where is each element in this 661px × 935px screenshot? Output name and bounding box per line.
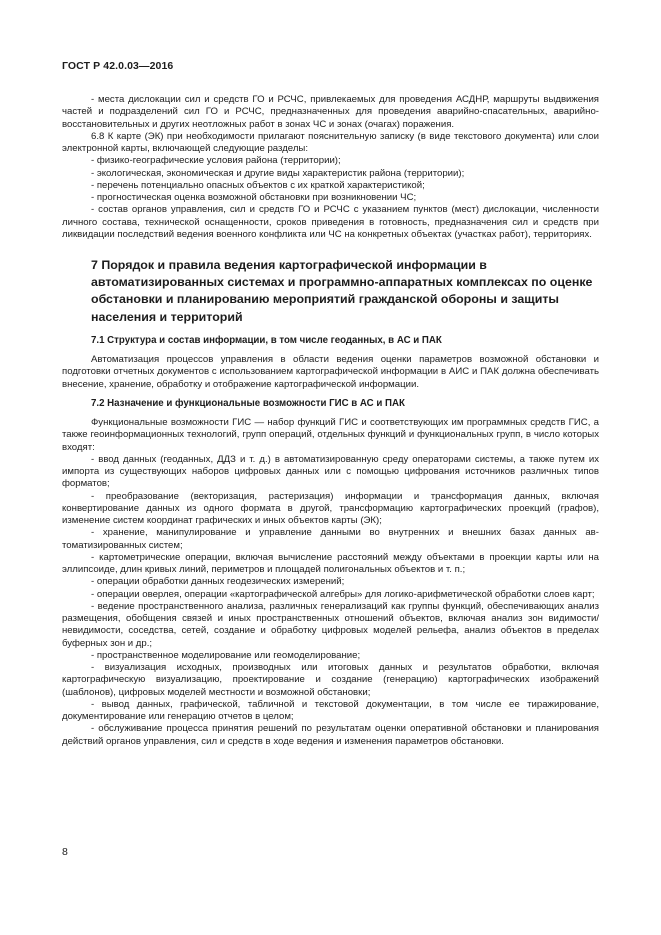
paragraph: 6.8 К карте (ЭК) при необходимости прилагают пояснительную записку (в виде текстового документа) или слои электронной карты, включающей следующие разделы: xyxy=(62,130,599,154)
paragraph: Функциональные возможности ГИС — набор функций ГИС и соответствующих им программных средств ГИС, а также геоинформационных технологий, групп операций, отдельных функций и функциональных групп, в число которых входят: xyxy=(62,417,599,453)
list-item: - физико-географические условия района (территории); xyxy=(91,155,341,167)
list-item: - хранение, манипулирование и управление данными во внутренних и внешних базах данных автоматизированных систем; xyxy=(62,527,599,551)
list-item: - ввод данных (геоданных, ДДЗ и т. д.) в автоматизированную среду операторами системы, а также путем их импорта из существующих наборов цифровых данных или с помощью цифрования источников различных типов форматов; xyxy=(62,453,599,490)
list-item: - операции обработки данных геодезических измерений; xyxy=(91,576,345,588)
list-item: - вывод данных, графической, табличной и текстовой документации, в том числе ее тиражирование, документирование или генерацию отчетов в целом; xyxy=(62,698,599,723)
list-item: - экологическая, экономическая и другие виды характеристик района (территории); xyxy=(91,167,465,179)
page-number: 8 xyxy=(62,846,68,858)
list-item: - пространственное моделирование или геомоделирование; xyxy=(91,649,361,661)
paragraph: - места дислокации сил и средств ГО и РСЧС, привлекаемых для проведения АСДНР, маршруты выдвижения частей и подразделений сил ГО и РСЧС, предназначенных для проведения аварийно-спасательных, аварийно-восстановительных и других неотложных работ в зонах ЧС и зонах (очагах) поражения. xyxy=(62,94,599,130)
subsection-7-2-heading: 7.2 Назначение и функциональные возможности ГИС в АС и ПАК xyxy=(91,397,405,409)
list-item: - прогностическая оценка возможной обстановки при возникновении ЧС; xyxy=(91,192,417,203)
list-item: - ведение пространственного анализа, различных генерализаций как группы функций, обеспечивающих анализ размещения, обобщения связей и иных пространственных отношений объектов, включая анализ зон видимости/невидимости, соседства, сетей, создание и обработку цифровых моделей рельефа, анализ объектов в пределах буферных зон и др.; xyxy=(62,600,599,649)
list-item: - операции оверлея, операции «картографической алгебры» для логико-арифметической обработки слоев карт; xyxy=(91,588,595,600)
section-7-heading: 7 Порядок и правила ведения картографической информации в автоматизированных системах и программно-аппаратных комплексах по оценке обстановки и планированию мероприятий гражданской обороны и защиты населения и территорий xyxy=(91,258,593,324)
list-item: - обслуживание процесса принятия решений по результатам оценки оперативной обстановки и планирования действий органов управления, сил и средств в ходе ведения и изменения параметров обстановки. xyxy=(62,723,599,747)
list-item: - состав органов управления, сил и средств ГО и РСЧС с указанием пунктов (мест) дислокации, численности личного состава, технической оснащенности, сроков приведения в готовность, предназначения сил и средств при ликвидации последствий ведения военного конфликта или ЧС на конкретных объектах (участках работ), территориях. xyxy=(62,204,599,240)
paragraph: Автоматизация процессов управления в области ведения оценки параметров возможной обстановки и подготовки отчетных документов с использованием картографической информации в АИС и ПАК должна обеспечивать внесение, хранение, обработку и отображение картографической информации. xyxy=(62,354,599,390)
list-item: - визуализация исходных, производных или итоговых данных и результатов обработки, включая картографическую визуализацию, проектирование и создание (генерацию) картографических изображений (шаблонов), цифровых моделей местности и возможной обстановки; xyxy=(62,662,599,698)
standard-header: ГОСТ Р 42.0.03—2016 xyxy=(62,60,174,72)
list-item: - преобразование (векторизация, растеризация) информации и трансформация данных, включая конвертирование данных из одного формата в другой, трансформацию картографических проекций (графов), изменение систем координат графических и иных объектов карты (ЭК); xyxy=(62,490,599,527)
list-item: - картометрические операции, включая вычисление расстояний между объектами в проекции карты или на эллипсоиде, длин кривых линий, периметров и площадей полигональных объектов и т. п.; xyxy=(62,551,599,576)
list-item: - перечень потенциально опасных объектов с их краткой характеристикой; xyxy=(91,179,425,191)
subsection-7-1-heading: 7.1 Структура и состав информации, в том числе геоданных, в АС и ПАК xyxy=(91,334,442,346)
page-content xyxy=(62,94,599,748)
